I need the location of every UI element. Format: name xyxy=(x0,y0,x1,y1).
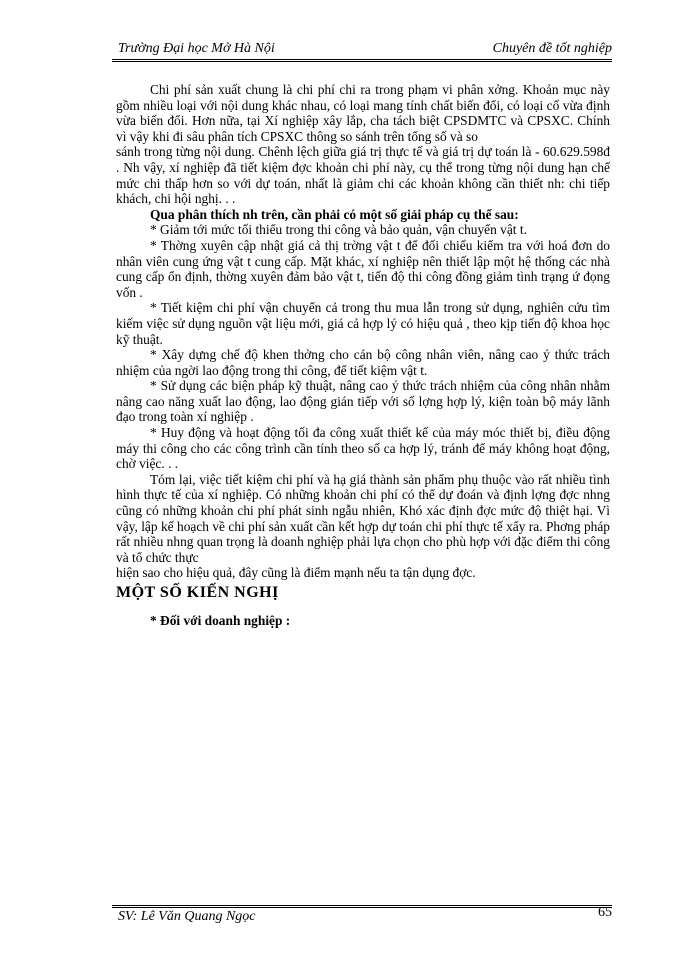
page-number: 65 xyxy=(598,905,612,920)
section-title: MỘT SỐ KIẾN NGHỊ xyxy=(116,584,279,601)
subheading-enterprise: * Đối với doanh nghiệp : xyxy=(150,612,291,628)
page-footer xyxy=(112,905,612,929)
paragraph-bullet-1: * Giảm tới mức tối thiểu trong thi công và bảo quản, vận chuyển vật t. xyxy=(150,222,527,238)
paragraph-bullet-4: * Xây dựng chế độ khen thởng cho cán bộ công nhân viên, nâng cao ý thức trách nhiệm của ngời lao động trong thi công, để tiết kiệm vật t. xyxy=(116,347,610,378)
paragraph-conclusion: Tóm lại, việc tiết kiệm chi phí và hạ giá thành sản phẩm phụ thuộc vào rất nhiều tình hình thực tế của xí nghiệp. Có những khoản chi phí có thể dự đoán và định lợng đợc nhng cũng có những khoản chi phí phát sinh ngẫu nhiên, Khó xác định đợc mức độ thiệt hại. Vì vậy, lập kế hoạch về chi phí sản xuất cần kết hợp dự toán chi phí thực tế xẩy ra. Phơng pháp rất nhiều nhng quan trọng là doanh nghiệp phải lựa chọn cho phù hợp với đặc điểm thi công và tổ chức thực xyxy=(116,471,610,565)
paragraph-bullet-2: * Thờng xuyên cập nhật giá cả thị trờng vật t để đối chiếu kiểm tra với hoá đơn do nhân viên cung ứng vật t cung cấp. Mặt khác, xí nghiệp nên thiết lập một hệ thống các nhà cung cấp ổn định, thờng xuyên đảm bảo vật t, tiến độ thi công đồng giảm tình trạng ứ đọng vốn . xyxy=(116,237,610,300)
header-university: Trường Đại học Mở Hà Nội xyxy=(118,41,275,56)
paragraph-overview: Chi phí sản xuất chung là chi phí chi ra trong phạm vi phân xởng. Khoản mục này gồm nhiều loại với nội dung khác nhau, có loại mang tính chất biến đổi, có loại cố vừa định vừa biến đổi. Hơn nữa, tại Xí nghiệp xây lắp, cha tách biệt CPSDMTC và CPSXC. Chính vì vậy khi đi sâu phân tích CPSXC thông so sánh trên tổng số và so xyxy=(116,82,610,144)
paragraph-bullet-3: * Tiết kiệm chi phí vận chuyển cả trong thu mua lẫn trong sử dụng, nghiên cứu tìm kiếm việc sử dụng nguồn vật liệu mới, giá cả hợp lý có hiệu quả , theo kịp tiến độ khoa học kỹ thuật. xyxy=(116,300,610,347)
paragraph-variance: sánh trong từng nội dung. Chênh lệch giữa giá trị thực tế và giá trị dự toán là - 60.629.598đ . Nh vậy, xí nghiệp đã tiết kiệm đợc khoản chi phí này, cụ thể trong từng nội dung hạn chế mức chi thấp hơn so với dự toán, nhất là giảm chi các khoản không cần thiết nh: chi tiếp khách, chi hội nghị. . . xyxy=(116,144,610,207)
paragraph-bullet-5: * Sử dụng các biện pháp kỹ thuật, nâng cao ý thức trách nhiệm của công nhân nhằm nâng cao năng xuất lao động, lao động gián tiếp với số lợng hợp lý, kiện toàn bộ máy lãnh đạo trong toàn xí nghiệp . xyxy=(116,378,610,425)
document-body xyxy=(116,82,610,628)
header-thesis-title: Chuyên đề tốt nghiệp xyxy=(492,41,612,56)
paragraph-solutions-intro: Qua phân thích nh trên, cần phải có một số giải pháp cụ thể sau: xyxy=(150,206,519,222)
page-header xyxy=(112,38,612,60)
paragraph-bullet-6: * Huy động và hoạt động tối đa công xuất thiết kế của máy móc thiết bị, điều động máy thi công cho các công trình cần tính theo số ca hợp lý, tránh để máy không hoạt động, chờ việc. . . xyxy=(116,425,610,472)
footer-divider xyxy=(112,905,612,908)
header-divider xyxy=(112,59,612,62)
footer-author: SV: Lê Văn Quang Ngọc xyxy=(118,909,256,924)
paragraph-conclusion-end: hiện sao cho hiệu quả, đây cũng là điểm mạnh nếu ta tận dụng đợc. xyxy=(116,565,476,581)
